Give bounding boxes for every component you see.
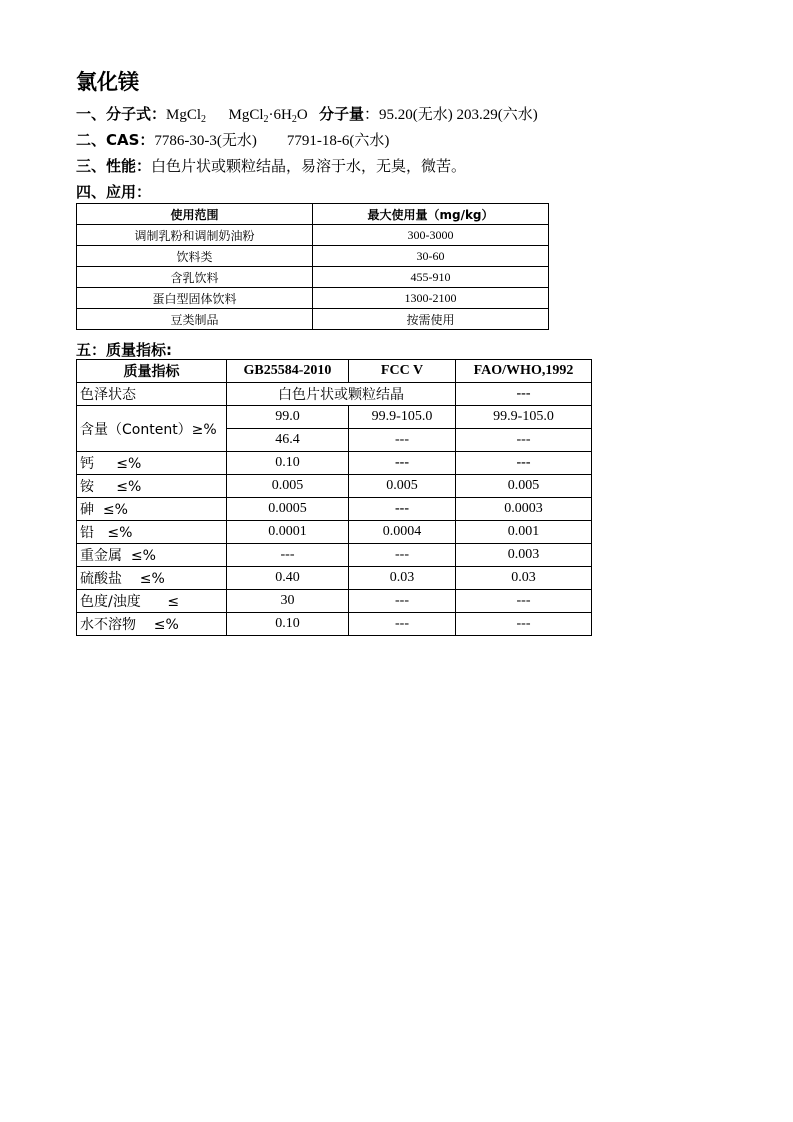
column-header: 使用范围 (77, 204, 313, 225)
table-cell: 0.0001 (227, 521, 349, 544)
table-row (77, 567, 592, 590)
quality-table (76, 359, 592, 636)
table-row (77, 475, 592, 498)
table-cell: --- (456, 590, 592, 613)
table-header-row (77, 204, 549, 225)
table-row (77, 590, 592, 613)
row-label: 钙 ≤% (77, 452, 227, 475)
table-cell: 0.40 (227, 567, 349, 590)
table-cell: 白色片状或颗粒结晶 (227, 383, 456, 406)
quality-heading: 五：质量指标: (76, 341, 172, 359)
row-label: 重金属 ≤% (77, 544, 227, 567)
application-table (76, 203, 549, 330)
row-label: 色泽状态 (77, 383, 227, 406)
table-header-row (77, 360, 592, 383)
row-label: 砷 ≤% (77, 498, 227, 521)
formula-hexahydrate: $MgCl_2\cdot 6H_2O$ (228, 107, 308, 125)
table-cell: 30 (227, 590, 349, 613)
column-header: GB25584-2010 (227, 360, 349, 383)
table-row (77, 225, 549, 246)
table-cell: 0.005 (349, 475, 456, 498)
properties-value: 白色片状或颗粒结晶，易溶于水，无臭，微苦。 (151, 159, 467, 175)
table-row (77, 288, 549, 309)
table-row (77, 309, 549, 330)
table-cell: 300-3000 (313, 225, 549, 246)
table-cell: --- (349, 590, 456, 613)
table-cell: 饮料类 (77, 246, 313, 267)
table-cell: --- (349, 544, 456, 567)
table-cell: --- (456, 452, 592, 475)
table-row (77, 498, 592, 521)
table-row (77, 544, 592, 567)
table-cell: 99.9-105.0 (349, 406, 456, 429)
cas-value: 7786-30-3(无水) 7791-18-6(六水) (154, 133, 390, 149)
table-cell: --- (456, 383, 592, 406)
column-header: FAO/WHO,1992 (456, 360, 592, 383)
properties-line (76, 155, 466, 176)
table-cell: --- (456, 429, 592, 452)
row-label: 硫酸盐 ≤% (77, 567, 227, 590)
table-cell: --- (349, 613, 456, 636)
table-cell: --- (349, 498, 456, 521)
table-row (77, 267, 549, 288)
row-label: 含量（Content）≥% (77, 406, 227, 452)
table-cell: 0.005 (227, 475, 349, 498)
table-cell: --- (349, 429, 456, 452)
table-cell: 0.10 (227, 452, 349, 475)
column-header: FCC V (349, 360, 456, 383)
formula-line (76, 103, 538, 124)
cas-line (76, 129, 389, 150)
row-label: 色度/浊度 ≤ (77, 590, 227, 613)
table-cell: 455-910 (313, 267, 549, 288)
formula-anhydrous: MgCl$_2$ (166, 107, 207, 125)
column-header: 最大使用量（mg/kg） (313, 204, 549, 225)
cas-label: 二、CAS： (76, 131, 155, 149)
table-cell: 0.03 (456, 567, 592, 590)
molecular-weight-label: 分子量 (318, 105, 364, 123)
row-label: 铅 ≤% (77, 521, 227, 544)
properties-label: 三、性能： (76, 157, 152, 175)
row-label: 铵 ≤% (77, 475, 227, 498)
table-cell: 0.0003 (456, 498, 592, 521)
table-cell: 豆类制品 (77, 309, 313, 330)
table-cell: 0.005 (456, 475, 592, 498)
table-cell: 0.03 (349, 567, 456, 590)
table-row (77, 452, 592, 475)
table-cell: 含乳饮料 (77, 267, 313, 288)
molecular-weight-value: ：95.20(无水) 203.29(六水) (363, 107, 538, 123)
table-cell: --- (227, 544, 349, 567)
table-cell: --- (456, 613, 592, 636)
table-cell: 0.10 (227, 613, 349, 636)
application-heading: 四、应用： (76, 183, 152, 201)
table-cell: 99.9-105.0 (456, 406, 592, 429)
table-row (77, 613, 592, 636)
table-cell: 30-60 (313, 246, 549, 267)
table-row (77, 383, 592, 406)
page-title: 氯化镁 (76, 70, 139, 94)
table-cell: 99.0 (227, 406, 349, 429)
table-row (77, 246, 549, 267)
table-row (77, 406, 592, 429)
table-cell: 0.0005 (227, 498, 349, 521)
table-cell: 0.003 (456, 544, 592, 567)
table-cell: --- (349, 452, 456, 475)
column-header: 质量指标 (77, 360, 227, 383)
table-cell: 调制乳粉和调制奶油粉 (77, 225, 313, 246)
table-cell: 按需使用 (313, 309, 549, 330)
table-cell: 0.001 (456, 521, 592, 544)
table-cell: 蛋白型固体饮料 (77, 288, 313, 309)
row-label: 水不溶物 ≤% (77, 613, 227, 636)
table-cell: 1300-2100 (313, 288, 549, 309)
table-row (77, 521, 592, 544)
formula-label: 一、分子式： (76, 105, 167, 123)
table-cell: 46.4 (227, 429, 349, 452)
table-cell: 0.0004 (349, 521, 456, 544)
